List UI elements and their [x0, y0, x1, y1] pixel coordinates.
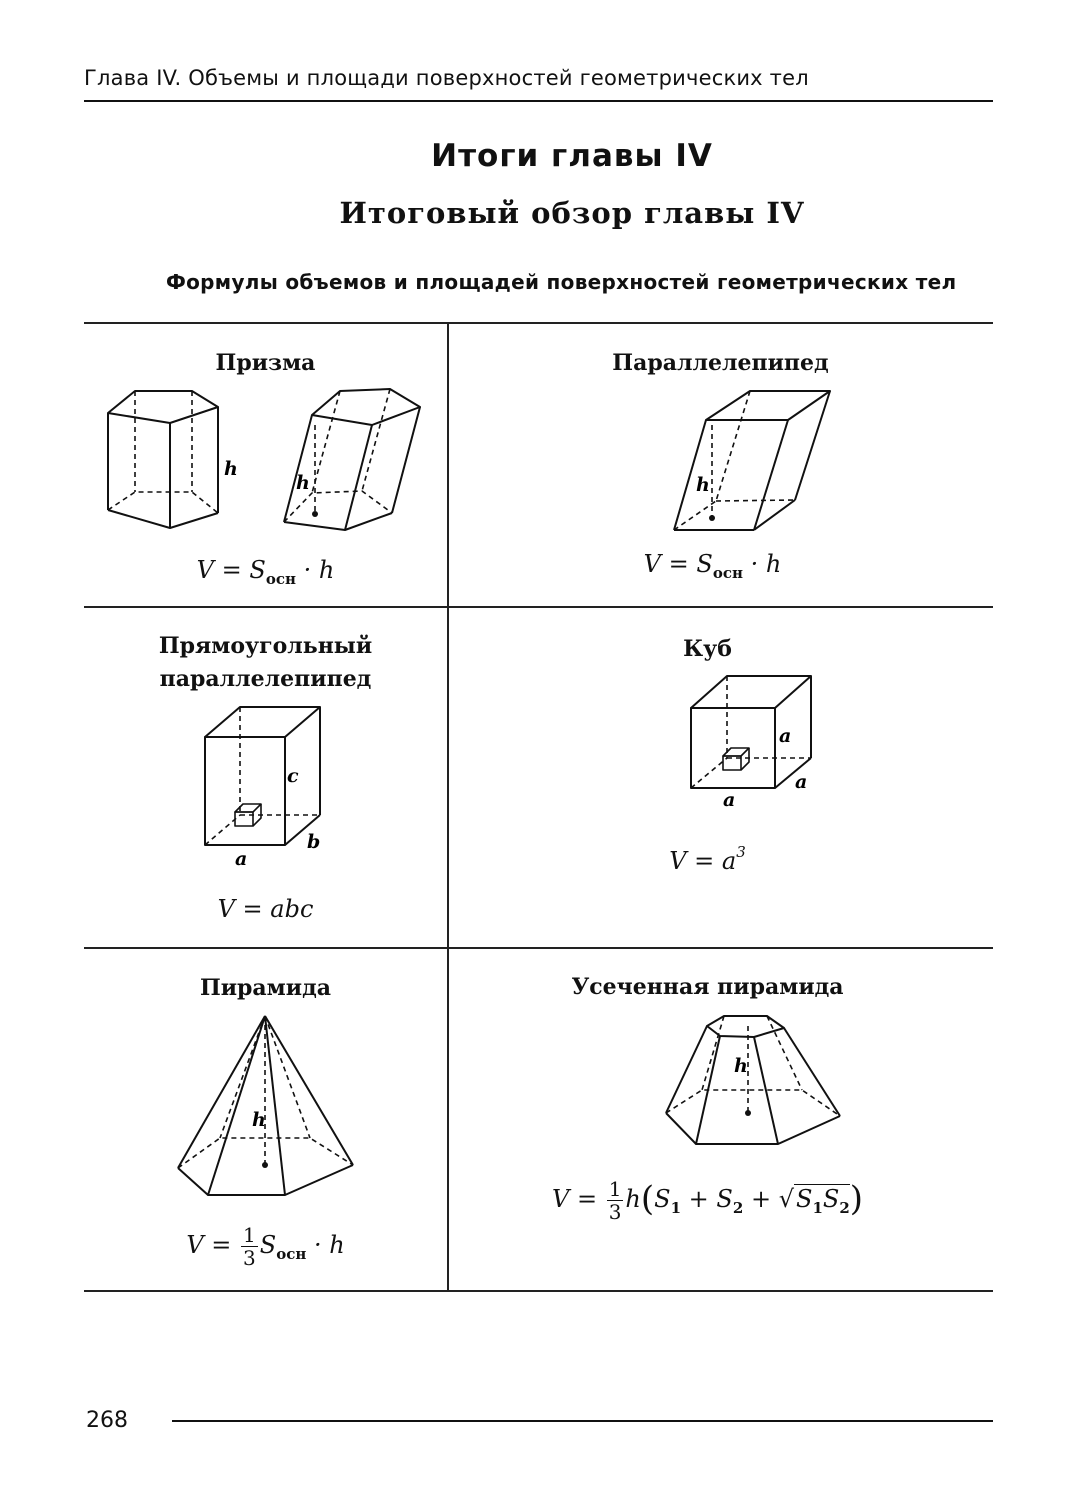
cube-label-a-depth: a: [795, 771, 808, 793]
rect-label-b: b: [307, 831, 321, 853]
cube-formula: $V = a^3$: [669, 843, 746, 875]
prism-figures: [100, 385, 430, 545]
review-title: Итоговый обзор главы IV: [339, 196, 805, 230]
running-head: Глава IV. Объемы и площади поверхностей геометрических тел: [84, 66, 809, 90]
rect-parallelepiped-title-line1: Прямоугольный: [158, 633, 373, 659]
rect-label-c: c: [287, 765, 299, 787]
table-bottom-rule: [84, 1290, 993, 1292]
prism-formula: $V = S_{осн} \cdot h$: [196, 556, 335, 588]
cube-label-a-bottom: a: [723, 789, 736, 811]
header-rule: [84, 100, 993, 102]
sqrt-radicand: $S_1S_2$: [795, 1185, 850, 1217]
cube-label-a-vertical: a: [779, 725, 792, 747]
pyramid-formula: V = $\frac{1}{3}$ $S_{осн} \cdot h$: [186, 1223, 345, 1270]
rect-parallelepiped-formula: V = abc: [217, 895, 314, 923]
rect-parallelepiped-title-line2: параллелепипед: [159, 666, 372, 692]
frustum-title: Усеченная пирамида: [571, 974, 844, 1000]
rect-label-a: a: [235, 848, 248, 870]
frustum-formula: V = $\frac{1}{3}$ $h(S_1 + S_2 + √S_1S_2)$: [551, 1177, 864, 1224]
prism-title: Призма: [215, 350, 316, 376]
page-number: 268: [86, 1408, 128, 1433]
parallelepiped-figure: [668, 385, 838, 535]
parallelepiped-formula: $V = S_{осн} \cdot h$: [643, 550, 782, 582]
pyramid-h-label: h: [252, 1109, 266, 1131]
sqrt-sign: √: [778, 1185, 794, 1213]
rect-parallelepiped-figure: [195, 700, 355, 870]
frustum-fraction: $\frac{1}{3}$: [608, 1177, 622, 1224]
oblique-prism-h-label: h: [296, 472, 310, 494]
pyramid-figure: [170, 1010, 365, 1205]
formulas-heading: Формулы объемов и площадей поверхностей геометрических тел: [166, 270, 957, 294]
pyramid-fraction: $\frac{1}{3}$: [243, 1223, 256, 1270]
frustum-figure: [662, 1008, 847, 1153]
chapter-summary-title: Итоги главы IV: [431, 138, 713, 174]
parallelepiped-h-label: h: [696, 474, 710, 496]
pyramid-title: Пирамида: [199, 975, 332, 1001]
parallelepiped-title: Параллелепипед: [612, 350, 829, 376]
prism-h-label: h: [224, 458, 238, 480]
footer-rule: [172, 1420, 993, 1422]
cube-figure: [683, 670, 833, 815]
frustum-h-label: h: [734, 1055, 748, 1077]
cube-title: Куб: [683, 636, 732, 662]
